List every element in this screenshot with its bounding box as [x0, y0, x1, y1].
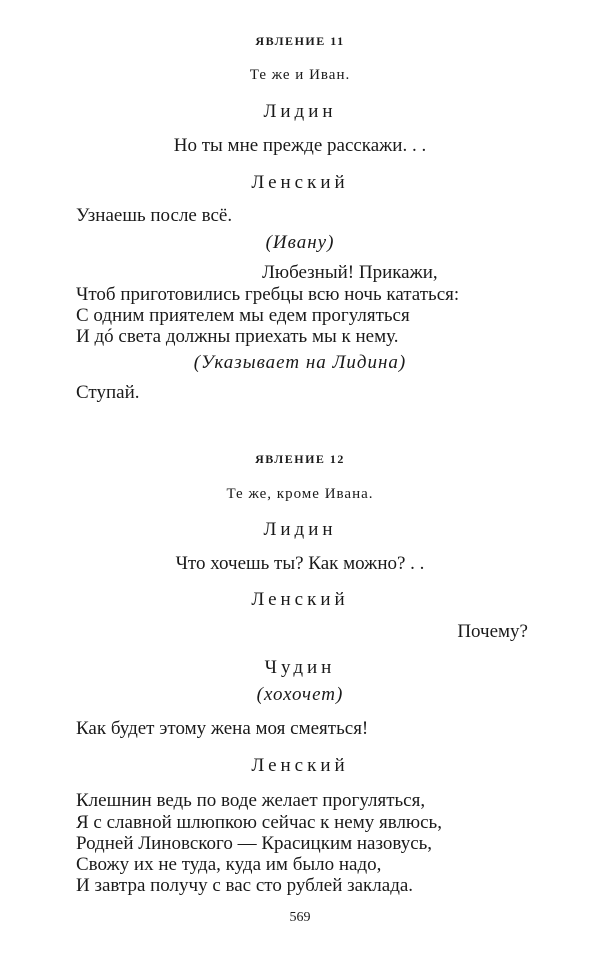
stage-direction: (Указывает на Лидина)	[193, 352, 407, 373]
speaker-lidin: Лидин	[263, 101, 337, 122]
stage-direction: (Ивану)	[265, 232, 335, 253]
scene-11-stage-note: Те же и Иван.	[249, 67, 351, 83]
verse-line: Свожу их не туда, куда им было надо,	[76, 854, 382, 875]
dialogue-line: Любезный! Прикажи,	[262, 262, 438, 283]
scene-11-heading: ЯВЛЕНИЕ 11	[255, 34, 345, 48]
dialogue-line: Узнаешь после всё.	[76, 205, 233, 226]
dialogue-line: Что хочешь ты? Как можно? . .	[175, 553, 425, 574]
dialogue-line: Почему?	[457, 621, 528, 642]
speaker-lensky: Ленский	[251, 172, 349, 193]
dialogue-line: Но ты мне прежде расскажи. . .	[173, 135, 427, 156]
speaker-lensky: Ленский	[251, 589, 349, 610]
speaker-lidin: Лидин	[263, 519, 337, 540]
dialogue-line: С одним приятелем мы едем прогуляться	[76, 305, 410, 326]
page-number: 569	[289, 910, 311, 925]
verse-line: Родней Линовского — Красицким назовусь,	[76, 833, 433, 854]
stage-direction: (хохочет)	[256, 684, 344, 705]
scene-12-heading: ЯВЛЕНИЕ 12	[255, 452, 345, 466]
dialogue-line: И дó света должны приехать мы к нему.	[76, 326, 399, 347]
dialogue-line: Как будет этому жена моя смеяться!	[76, 718, 369, 739]
scene-12-stage-note: Те же, кроме Ивана.	[226, 486, 374, 502]
speaker-chudin: Чудин	[264, 657, 336, 678]
verse-line: Клешнин ведь по воде желает прогуляться,	[76, 790, 426, 811]
speaker-lensky: Ленский	[251, 755, 349, 776]
verse-line: Я с славной шлюпкою сейчас к нему явлюсь,	[76, 812, 442, 833]
dialogue-line: Ступай.	[76, 382, 140, 403]
dialogue-line: Чтоб приготовились гребцы всю ночь кататься:	[76, 284, 460, 305]
verse-line: И завтра получу с вас сто рублей заклада.	[76, 875, 414, 896]
